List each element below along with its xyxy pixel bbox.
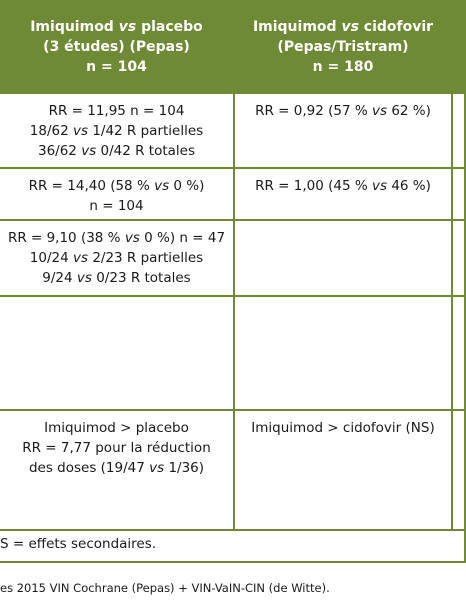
- vs-italic: vs: [73, 123, 89, 139]
- grid-hline: [0, 219, 466, 221]
- grid-hline: [0, 409, 466, 411]
- vs-italic: vs: [73, 250, 89, 266]
- header-imiquimod-vs-cidofovir: [235, 0, 451, 94]
- vs-italic: vs: [118, 19, 137, 35]
- row1-col2: [235, 94, 451, 167]
- row3-col2: [235, 221, 451, 295]
- grid-hline: [0, 529, 466, 531]
- row3-col1: [0, 221, 233, 295]
- cell-line: RR = 1,00 (45 % vs 46 %): [255, 178, 431, 194]
- grid-vline: [233, 0, 235, 531]
- cell-line: RR = 11,95 n = 104: [48, 103, 185, 119]
- cell-line: 36/62 vs 0/42 R totales: [37, 143, 196, 159]
- cell-line: 18/62 vs 1/42 R partielles: [29, 123, 204, 139]
- grid-vline: [451, 0, 453, 531]
- row4-col2: [235, 297, 451, 409]
- row1-col1: [0, 94, 233, 167]
- header-col1-line: n = 104: [86, 59, 147, 75]
- vs-italic: vs: [76, 270, 92, 286]
- vs-italic: vs: [341, 19, 359, 35]
- grid-hline: [0, 167, 466, 169]
- row2-col1: [0, 169, 233, 219]
- vs-italic: vs: [371, 178, 388, 194]
- vs-italic: vs: [124, 230, 140, 246]
- cell-line: n = 104: [89, 198, 144, 214]
- cell-line: RR = 9,10 (38 % vs 0 %) n = 47: [7, 230, 226, 246]
- header-col2-line: Imiquimod vs cidofovir: [252, 19, 434, 35]
- vs-italic: vs: [81, 143, 97, 159]
- cell-line: Imiquimod > placebo: [44, 420, 189, 436]
- vs-italic: vs: [149, 460, 165, 476]
- header-col3-partial: [453, 0, 466, 94]
- source-note: es 2015 VIN Cochrane (Pepas) + VIN-VaIN-CIN (de Witte).: [0, 581, 330, 595]
- vs-italic: vs: [154, 178, 170, 194]
- grid-hline: [0, 561, 466, 563]
- cell-line: RR = 7,77 pour la réduction: [22, 440, 211, 456]
- row2-col2: [235, 169, 451, 219]
- header-imiquimod-vs-placebo: [0, 0, 233, 94]
- row4-col1: [0, 297, 233, 409]
- footnote: S = effets secondaires.: [0, 536, 157, 552]
- header-col2-line: n = 180: [312, 59, 374, 75]
- row5-col2: [235, 411, 451, 529]
- cell-line: RR = 0,92 (57 % vs 62 %): [255, 103, 431, 119]
- header-col1-line: Imiquimod vs placebo: [30, 19, 203, 35]
- cell-line: RR = 14,40 (58 % vs 0 %): [28, 178, 205, 194]
- vs-italic: vs: [371, 103, 388, 119]
- header-col2-line: (Pepas/Tristram): [277, 39, 409, 55]
- header-col1-line: (3 études) (Pepas): [43, 39, 190, 55]
- cell-line: 10/24 vs 2/23 R partielles: [29, 250, 204, 266]
- row5-col1: [0, 411, 233, 529]
- cell-line: 9/24 vs 0/23 R totales: [42, 270, 191, 286]
- cell-line: des doses (19/47 vs 1/36): [28, 460, 205, 476]
- cell-line: Imiquimod > cidofovir (NS): [251, 420, 435, 436]
- grid-hline: [0, 295, 466, 297]
